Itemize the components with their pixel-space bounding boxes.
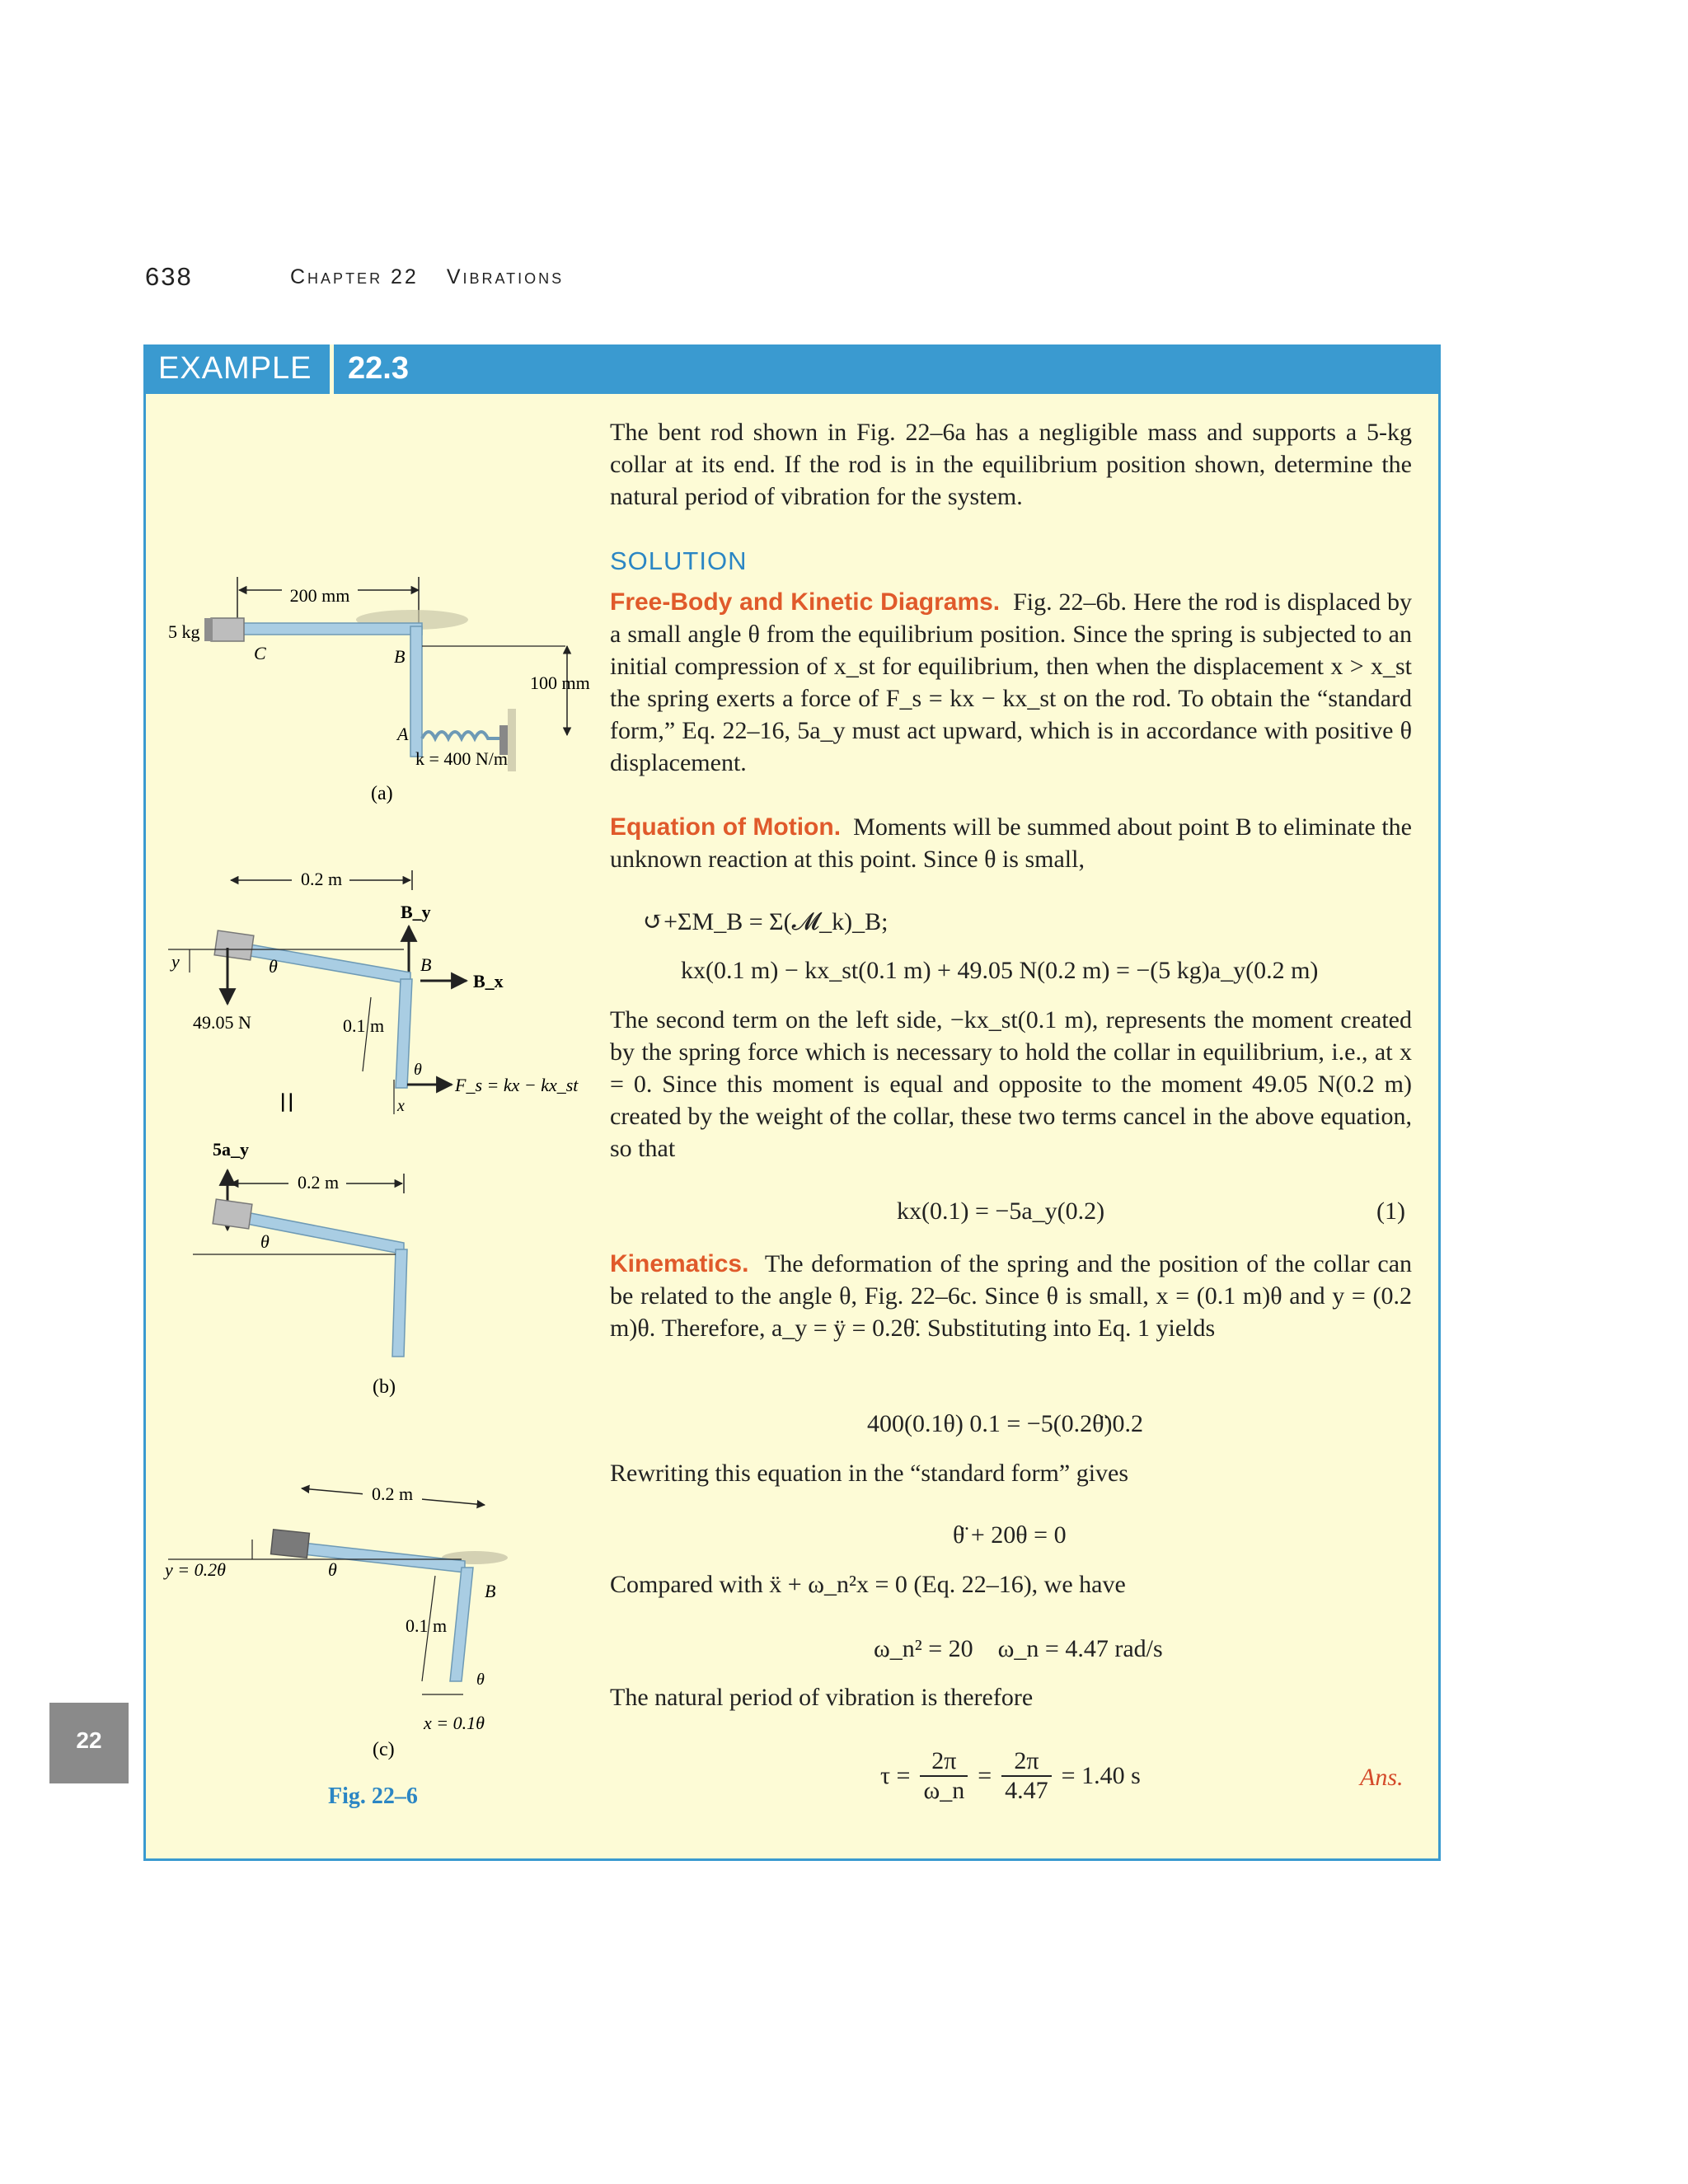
point-B-label-a: B bbox=[394, 646, 406, 667]
rod-vertical-b bbox=[396, 979, 412, 1088]
eq-1-tag: (1) bbox=[1376, 1197, 1405, 1225]
dim-02-label-bk: 0.2 m bbox=[297, 1172, 340, 1193]
eq-substitution: 400(0.1θ) 0.1 = −5(0.2θ̈)0.2 bbox=[867, 1410, 1144, 1437]
second-term-paragraph: The second term on the left side, −kx_st(0.1 m), represents the moment created by the spring force which is necessary to hold the collar in equilibrium, i.e., at x = 0. Since this moment is equal and opposite to the moment 49.05 N(0.2 m) created by the weight of the collar, these two terms cancel in the above equation, so that bbox=[610, 1006, 1412, 1162]
diagram-c bbox=[163, 1483, 508, 1760]
eq-moment: ↺+ΣM_B = Σ(𝓜_k)_B; bbox=[643, 908, 889, 935]
fbd-paragraph bbox=[610, 586, 1412, 779]
rod-horizontal-a bbox=[214, 623, 422, 635]
Fs-label: F_s = kx − kx_st bbox=[455, 1075, 579, 1095]
x-label-b: x bbox=[397, 1097, 405, 1115]
eq-omega: ω_n² = 20 ω_n = 4.47 rad/s bbox=[874, 1635, 1163, 1662]
point-A-label: A bbox=[397, 724, 409, 744]
example-label: EXAMPLE bbox=[158, 351, 312, 386]
wall-shadow-a bbox=[508, 709, 516, 771]
eom-title: Equation of Motion. bbox=[610, 813, 842, 841]
eom-paragraph bbox=[610, 811, 1412, 875]
eom-text: Moments will be summed about point B to eliminate the unknown reaction at this point. Since θ is small, bbox=[610, 813, 1413, 873]
theta-small-b: θ bbox=[414, 1061, 422, 1079]
equals-sign: = bbox=[978, 1762, 992, 1789]
rod-vertical-c bbox=[450, 1568, 473, 1681]
diagram-c-label: (c) bbox=[373, 1739, 395, 1760]
kinematics-text: The deformation of the spring and the position of the collar can be related to the angle θ, Fig. 22–6c. Since θ is small, x = (0.1 m)θ and y = (0.2 m)θ. Therefore, a_y = ÿ = 0.2θ̈. Substituting into Eq. 1 yields bbox=[610, 1250, 1413, 1342]
frac2-numerator: 2π bbox=[1001, 1747, 1052, 1777]
weight-label: 49.05 N bbox=[193, 1012, 251, 1033]
theta-label-b: θ bbox=[269, 956, 278, 977]
answer-marker: Ans. bbox=[1360, 1764, 1404, 1791]
eq-1: kx(0.1) = −5a_y(0.2) bbox=[897, 1197, 1105, 1225]
fraction-2pi-447 bbox=[1001, 1747, 1052, 1805]
By-label: B_y bbox=[401, 902, 431, 922]
compare-text: Compared with ẍ + ω_n²x = 0 (Eq. 22–16), we have bbox=[610, 1571, 1126, 1598]
example-number: 22.3 bbox=[348, 351, 409, 386]
diagram-b-kinetic bbox=[193, 1170, 407, 1398]
frac1-denominator: ω_n bbox=[923, 1777, 965, 1804]
rod-vertical-bk bbox=[392, 1249, 407, 1357]
dim-01-label-c: 0.1 m bbox=[406, 1615, 448, 1636]
chapter-side-tab bbox=[49, 1703, 129, 1783]
fbd-text: Fig. 22–6b. Here the rod is displaced by a small angle θ from the equilibrium position. Since the spring is subjected to an initial compression of x_st for equilibrium, then when the displacement x > x_st the spring exerts a force of F_s = kx − kx_st on the rod. To obtain the “standard form,” Eq. 22–16, 5a_y must act upward, which is in accordance with positive θ displacement. bbox=[610, 588, 1413, 776]
mass-label: 5 kg bbox=[168, 621, 200, 642]
x-eq-label-c: x = 0.1θ bbox=[424, 1713, 485, 1733]
header-separator bbox=[330, 344, 334, 394]
diagram-b bbox=[168, 869, 579, 1160]
theta-small-c: θ bbox=[476, 1671, 485, 1689]
solution-heading: SOLUTION bbox=[610, 546, 748, 575]
eq-standard: θ̈ + 20θ = 0 bbox=[953, 1521, 1067, 1549]
example-header bbox=[143, 344, 1441, 394]
diagram-a bbox=[168, 577, 590, 804]
y-label-b: y bbox=[171, 951, 180, 972]
point-B-label-b: B bbox=[420, 954, 432, 975]
eq-expanded: kx(0.1 m) − kx_st(0.1 m) + 49.05 N(0.2 m) = −(5 kg)a_y(0.2 m) bbox=[681, 957, 1319, 984]
tau-symbol: τ = bbox=[880, 1762, 911, 1789]
dim-100-label: 100 mm bbox=[530, 673, 590, 693]
running-head bbox=[290, 265, 592, 289]
point-C-label: C bbox=[254, 643, 266, 663]
collar-bk bbox=[213, 1199, 252, 1229]
section-label: Vibrations bbox=[446, 265, 565, 288]
collar-c bbox=[271, 1530, 310, 1558]
Bx-label: B_x bbox=[473, 971, 504, 991]
may-label: 5a_y bbox=[213, 1139, 249, 1160]
rod-horizontal-c bbox=[288, 1541, 465, 1572]
theta-label-c: θ bbox=[328, 1559, 337, 1580]
diagram-b-label: (b) bbox=[373, 1376, 396, 1398]
side-tab-number: 22 bbox=[76, 1727, 102, 1753]
problem-statement: The bent rod shown in Fig. 22–6a has a negligible mass and supports a 5-kg collar at its end. If the rod is in the equilibrium position shown, determine the natural period of vibration for the system. bbox=[610, 419, 1412, 510]
collar-end-a bbox=[204, 618, 213, 641]
eq-period bbox=[880, 1747, 1141, 1805]
collar-b bbox=[214, 930, 254, 960]
point-B-label-c: B bbox=[485, 1581, 496, 1601]
dim-02-label-b: 0.2 m bbox=[300, 869, 343, 889]
figure-22-6 bbox=[157, 560, 602, 1764]
spring-a bbox=[422, 732, 506, 738]
period-text: The natural period of vibration is therefore bbox=[610, 1684, 1034, 1711]
page-number: 638 bbox=[145, 262, 193, 291]
theta-label-bk: θ bbox=[260, 1231, 270, 1252]
kinematics-title: Kinematics. bbox=[610, 1250, 749, 1277]
rod-vertical-a bbox=[410, 626, 422, 757]
kinematics-paragraph bbox=[610, 1248, 1412, 1344]
diagram-a-label: (a) bbox=[371, 783, 393, 804]
dim-01-label-b: 0.1 m bbox=[343, 1015, 385, 1036]
period-result: = 1.40 s bbox=[1061, 1762, 1141, 1789]
fraction-2pi-omega bbox=[920, 1747, 968, 1805]
dim-200-label: 200 mm bbox=[289, 585, 350, 606]
equals-symbol-b: = bbox=[265, 1091, 308, 1114]
dim-02-label-c: 0.2 m bbox=[371, 1483, 414, 1504]
fbd-title: Free-Body and Kinetic Diagrams. bbox=[610, 588, 1001, 616]
spring-k-label: k = 400 N/m bbox=[415, 748, 509, 769]
y-eq-label-c: y = 0.2θ bbox=[165, 1559, 226, 1580]
figure-caption: Fig. 22–6 bbox=[328, 1783, 418, 1809]
chapter-label: Chapter 22 bbox=[290, 265, 419, 288]
frac1-numerator: 2π bbox=[920, 1747, 968, 1777]
rewrite-text: Rewriting this equation in the “standard form” gives bbox=[610, 1460, 1129, 1487]
frac2-denominator: 4.47 bbox=[1005, 1777, 1048, 1804]
collar-a bbox=[211, 618, 244, 641]
